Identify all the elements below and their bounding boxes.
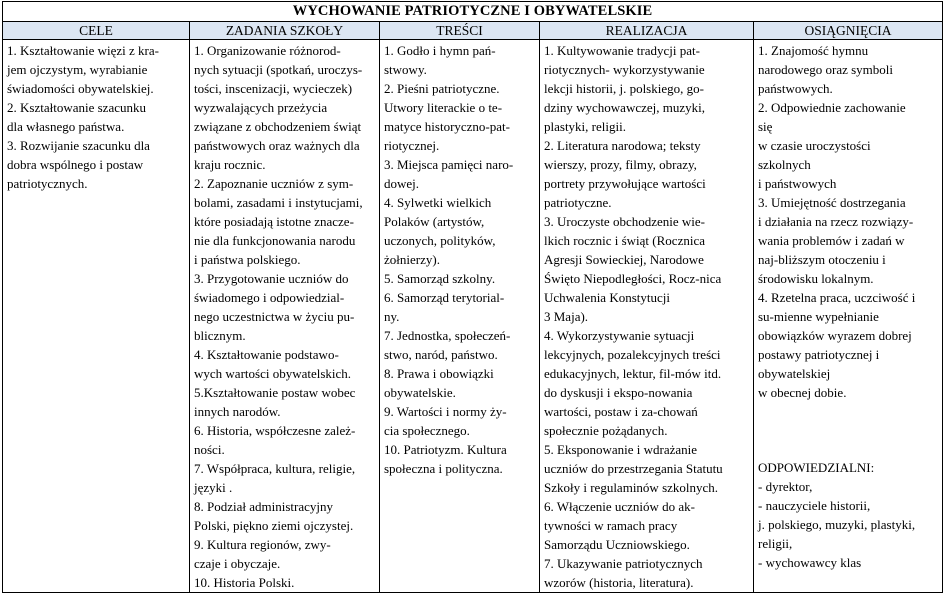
cele-text: 1. Kształtowanie więzi z kra- jem ojczystym, wyrabianie świadomości obywatelskiej. 2. Kształtowanie szacunku dla własnego państwa. 3. Rozwijanie szacunku dla dobra wspólnego i postaw patriotycznych.: [7, 43, 159, 191]
cell-osiagniecia: [754, 40, 943, 593]
tresci-text: 1. Godło i hymn pań- stwowy. 2. Pieśni patriotyczne. Utwory literackie o te- matyce historyczno-pat- riotycznej. 3. Miejsca pamięci naro- dowej. 4. Sylwetki wielkich Polaków (artystów, uczonych, polityków, żołnierzy). 5. Samorząd szkolny. 6. Samorząd terytorial- ny. 7. Jednostka, społeczeń- stwo, naród, państwo. 8. Prawa i obowiązki obywatelskie. 9. Wartości i normy ży- cia społecznego. 10. Patriotyzm. Kultura społeczna i polityczna.: [384, 43, 514, 476]
spacer: [758, 402, 938, 458]
cell-zadania: [190, 40, 380, 593]
cell-tresci: [380, 40, 540, 593]
realizacja-text: 1. Kultywowanie tradycji pat- riotycznych- wykorzystywanie lekcji historii, j. polskiego, go- dziny wychowawczej, muzyki, plastyki, religii. 2. Literatura narodowa; teksty wierszy, prozy, filmy, obrazy, portrety przywołujące wartości patriotyczne. 3. Uroczyste obchodzenie wie- lkich rocznic i świąt (Rocznica Agresji Sowieckiej, Narodowe Święto Niepodległości, Rocz-nica Uchwalenia Konstytucji 3 Maja). 4. Wykorzystywanie sytuacji lekcyjnych, pozalekcyjnych treści edukacyjnych, lektur, fil-mów itd. do dyskusji i ekspo-nowania wartości, postaw i za-chowań społecznie pożądanych. 5. Eksponowanie i wdrażanie uczniów do przestrzegania Statutu Szkoły i regulaminów szkolnych. 6. Włączenie uczniów do ak- tywności w ramach pracy Samorządu Uczniowskiego. 7. Ukazywanie patriotycznych wzorów (historia, literatura).: [544, 43, 723, 590]
column-header-tresci: TREŚCI: [380, 22, 540, 40]
table-title: WYCHOWANIE PATRIOTYCZNE I OBYWATELSKIE: [3, 2, 943, 22]
cell-cele: [3, 40, 190, 593]
column-header-cele: CELE: [3, 22, 190, 40]
title-row: [3, 2, 943, 22]
program-table: [2, 1, 943, 593]
osiagniecia-text: 1. Znajomość hymnu narodowego oraz symboli państwowych. 2. Odpowiednie zachowanie się w czasie uroczystości szkolnych i państwowych 3. Umiejętność dostrzegania i działania na rzecz rozwiązy- wania problemów i zadań w naj-bliższym otoczeniu i środowisku lokalnym. 4. Rzetelna praca, uczciwość i su-mienne wypełnianie obowiązków wyrazem dobrej postawy patriotycznej i obywatelskiej w obecnej dobie.: [758, 43, 916, 400]
column-header-osiagniecia: OSIĄGNIĘCIA: [754, 22, 943, 40]
column-header-realizacja: REALIZACJA: [540, 22, 754, 40]
zadania-text: 1. Organizowanie różnorod- nych sytuacji (spotkań, uroczys- tości, inscenizacji, wycieczek) wyzwalających przeżycia związane z obchodzeniem świąt państwowych oraz ważnych dla kraju rocznic. 2. Zapoznanie uczniów z sym- bolami, zasadami i instytucjami, które posiadają istotne znacze- nie dla funkcjonowania narodu i państwa polskiego. 3. Przygotowanie uczniów do świadomego i odpowiedzial- nego uczestnictwa w życiu pu- blicznym. 4. Kształtowanie podstawo- wych wartości obywatelskich. 5.Kształtowanie postaw wobec innych narodów. 6. Historia, współczesne zależ- ności. 7. Współpraca, kultura, religie, języki . 8. Podział administracyjny Polski, piękno ziemi ojczystej. 9. Kultura regionów, zwy- czaje i obyczaje. 10. Historia Polski.: [194, 43, 363, 590]
header-row: [3, 22, 943, 40]
table-row: [3, 40, 943, 593]
cell-realizacja: [540, 40, 754, 593]
odpowiedzialni-text: - dyrektor, - nauczyciele historii, j. polskiego, muzyki, plastyki, religii, - wychowawcy klas: [758, 479, 916, 570]
column-header-zadania: ZADANIA SZKOŁY: [190, 22, 380, 40]
document-page: [2, 1, 942, 591]
odpowiedzialni-label: ODPOWIEDZIALNI:: [758, 460, 875, 475]
